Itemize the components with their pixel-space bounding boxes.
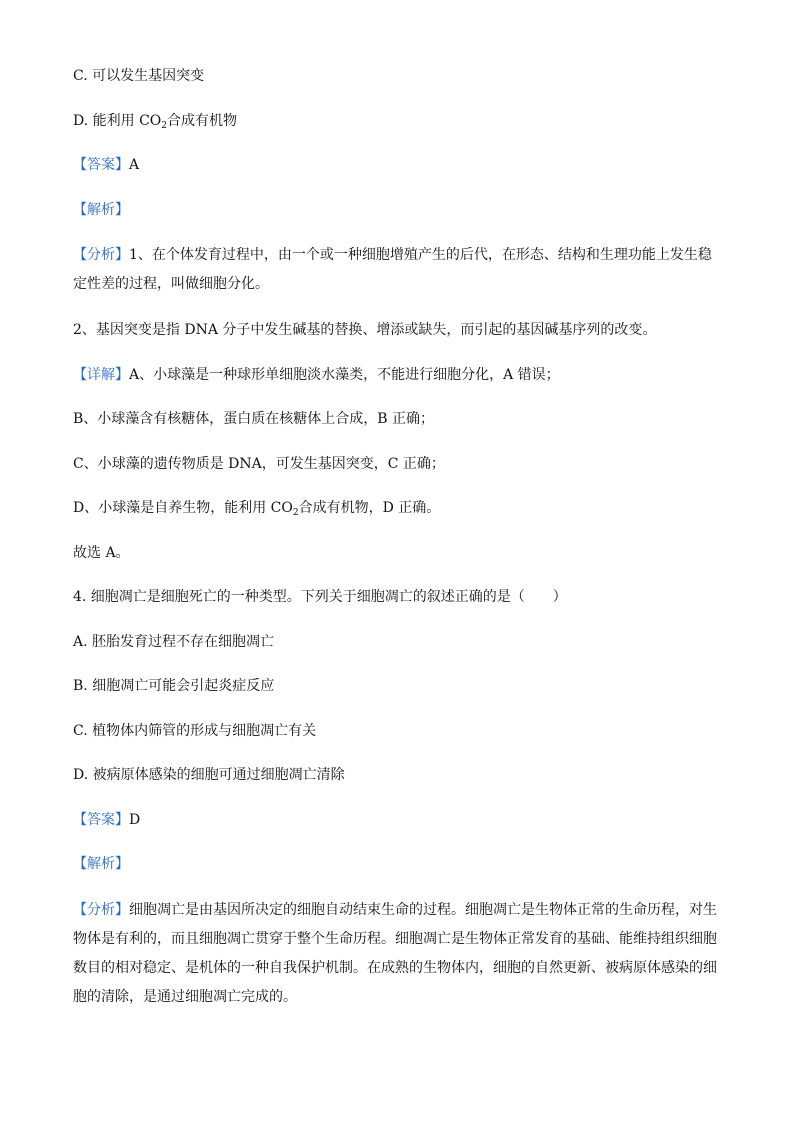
answer-value: A [129, 157, 140, 173]
analysis-tag: 【解析】 [73, 202, 129, 218]
question-4-stem: 4. 细胞凋亡是细胞死亡的一种类型。下列关于细胞凋亡的叙述正确的是（ ） [73, 589, 567, 605]
fenxi-text: 细胞凋亡是由基因所决定的细胞自动结束生命的过程。细胞凋亡是生物体正常的生命历程，对生 [129, 902, 717, 918]
conclusion-q3: 故选 A。 [73, 545, 130, 561]
fenxi-line: 定性差的过程，叫做细胞分化。 [73, 276, 269, 292]
detail-b: B、小球藻含有核糖体，蛋白质在核糖体上合成，B 正确； [73, 411, 435, 427]
fenxi-tag: 【分析】 [73, 247, 129, 263]
fenxi-line: 胞的清除，是通过细胞凋亡完成的。 [73, 989, 297, 1005]
fenxi-paragraph-q4 [73, 896, 723, 1012]
answer-line-q4 [73, 810, 140, 830]
answer-line-q3 [73, 155, 139, 175]
subscript: 2 [161, 121, 167, 131]
analysis-heading-q3 [73, 200, 129, 220]
subscript: 2 [292, 508, 299, 518]
option-b: B. 细胞凋亡可能会引起炎症反应 [73, 678, 275, 694]
point-2: 2、基因突变是指 DNA 分子中发生碱基的替换、增添或缺失，而引起的基因碱基序列的改变。 [73, 322, 657, 338]
option-c: C. 植物体内筛管的形成与细胞凋亡有关 [73, 723, 317, 739]
fenxi-line: 数目的相对稳定、是机体的一种自我保护机制。在成熟的生物体内，细胞的自然更新、被病原体感染的细 [73, 960, 717, 976]
fenxi-text: 1、在个体发育过程中，由一个或一种细胞增殖产生的后代，在形态、结构和生理功能上发生稳 [129, 247, 712, 263]
detail-tag: 【详解】 [73, 367, 129, 383]
option-d: D. 被病原体感染的细胞可通过细胞凋亡清除 [73, 767, 345, 783]
answer-tag: 【答案】 [73, 157, 129, 173]
option-d-prev [73, 111, 237, 131]
analysis-heading-q4 [73, 854, 129, 874]
option-d-text-end: 合成有机物 [167, 113, 237, 129]
fenxi-line [73, 896, 723, 925]
option-d-text: D. 能利用 CO [73, 113, 162, 129]
answer-value: D [129, 812, 141, 828]
analysis-tag: 【解析】 [73, 856, 129, 872]
option-a: A. 胚胎发育过程不存在细胞凋亡 [73, 634, 275, 650]
answer-tag: 【答案】 [73, 812, 129, 828]
fenxi-tag: 【分析】 [73, 902, 129, 918]
detail-text: A、小球藻是一种球形单细胞淡水藻类，不能进行细胞分化，A 错误； [129, 367, 560, 383]
detail-a [73, 365, 560, 385]
detail-c: C、小球藻的遗传物质是 DNA，可发生基因突变，C 正确； [73, 456, 445, 472]
fenxi-paragraph-q3 [73, 241, 723, 299]
detail-d-text: D、小球藻是自养生物，能利用 CO [73, 500, 293, 516]
fenxi-line: 物体是有利的，而且细胞凋亡贯穿于整个生命历程。细胞凋亡是生物体正常发育的基础、能维持组织细胞 [73, 931, 717, 947]
detail-d [73, 498, 440, 518]
detail-d-text-end: 合成有机物，D 正确。 [298, 500, 441, 516]
fenxi-line [73, 241, 723, 270]
option-c-prev: C. 可以发生基因突变 [73, 68, 205, 84]
